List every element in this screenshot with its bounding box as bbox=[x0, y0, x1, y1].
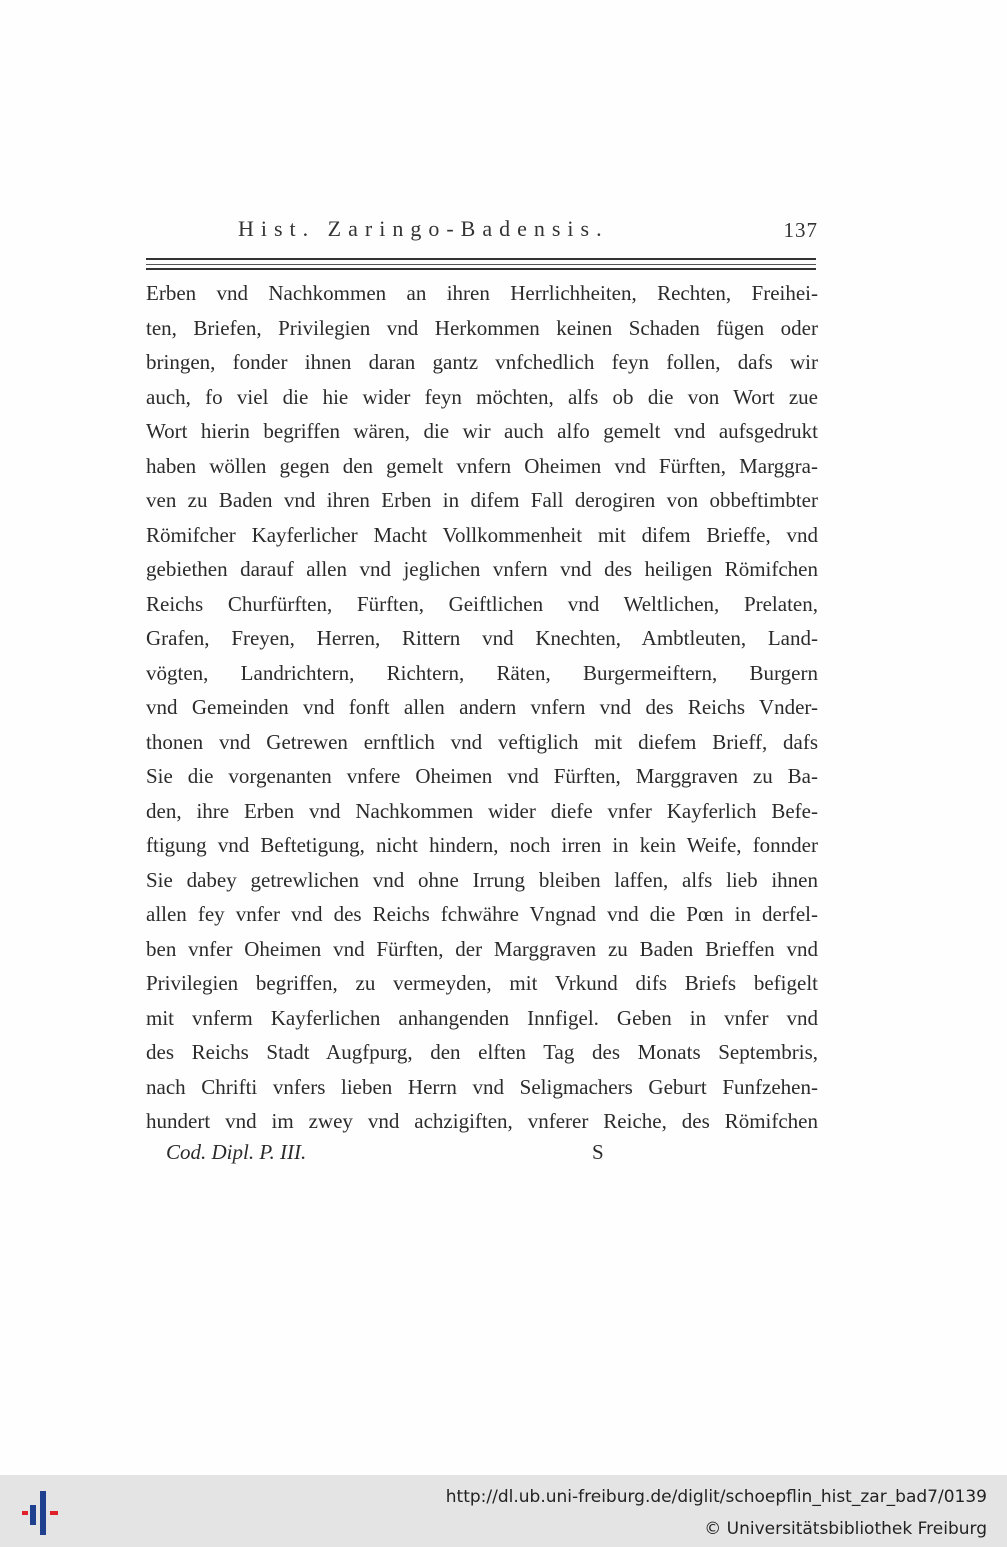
text-line: Erben vnd Nachkommen an ihren Herrlichheiten, Rechten, Freihei- bbox=[146, 281, 818, 305]
text-line: thonen vnd Getrewen ernftlich vnd veftiglich mit diefem Brieff, dafs bbox=[146, 729, 818, 754]
text-line: vögten, Landrichtern, Richtern, Räten, Burgermeiftern, Burgern bbox=[146, 660, 818, 685]
bottom-info-bar bbox=[0, 1475, 1007, 1547]
text-line: ben vnfer Oheimen vnd Fürften, der Marggraven zu Baden Brieffen vnd bbox=[146, 936, 818, 961]
text-line: haben wöllen gegen den gemelt vnfern Oheimen vnd Fürften, Marggra- bbox=[146, 453, 818, 478]
page-footer bbox=[146, 1136, 818, 1170]
text-line: vnd Gemeinden vnd fonft allen andern vnfern vnd des Reichs Vnder- bbox=[146, 695, 818, 719]
text-line: den, ihre Erben vnd Nachkommen wider diefe vnfer Kayferlich Befe- bbox=[146, 798, 818, 823]
text-line: Römifcher Kayferlicher Macht Vollkommenheit mit difem Brieffe, vnd bbox=[146, 522, 818, 547]
signature-mark: Cod. Dipl. P. III. bbox=[166, 1140, 307, 1164]
text-line: Privilegien begriffen, zu vermeyden, mit Vrkund difs Briefs befigelt bbox=[146, 971, 818, 995]
logo-dash-right bbox=[50, 1511, 58, 1515]
text-line: allen fey vnfer vnd des Reichs fchwähre Vngnad vnd die Pœn in derfel- bbox=[146, 902, 818, 926]
text-line: Wort hierin begriffen wären, die wir auch alfo gemelt vnd aufsgedrukt bbox=[146, 419, 818, 443]
text-line: gebiethen darauf allen vnd jeglichen vnfern vnd des heiligen Römifchen bbox=[146, 557, 818, 581]
text-line: mit vnferm Kayferlichen anhangenden Innfigel. Geben in vnfer vnd bbox=[146, 1005, 818, 1030]
text-line: bringen, fonder ihnen daran gantz vnfchedlich feyn follen, dafs wir bbox=[146, 350, 818, 374]
copyright-notice: © Universitätsbibliothek Freiburg bbox=[704, 1519, 987, 1539]
running-title: Hist. Zaringo-Badensis. bbox=[238, 216, 609, 241]
text-line: des Reichs Stadt Augfpurg, den elften Tag des Monats Septembris, bbox=[146, 1040, 818, 1064]
permalink-url[interactable]: http://dl.ub.uni-freiburg.de/diglit/schoepflin_hist_zar_bad7/0139 bbox=[445, 1487, 987, 1507]
logo-dash-left bbox=[22, 1511, 28, 1515]
body-text bbox=[146, 276, 818, 1139]
text-line: ven zu Baden vnd ihren Erben in difem Fall derogiren von obbeftimbter bbox=[146, 488, 818, 512]
text-line: auch, fo viel die hie wider feyn möchten, alfs ob die von Wort zue bbox=[146, 384, 818, 409]
library-logo-icon[interactable] bbox=[22, 1489, 62, 1535]
catchword: S bbox=[592, 1140, 604, 1164]
page-number: 137 bbox=[783, 218, 818, 242]
text-line: Sie die vorgenanten vnfere Oheimen vnd Fürften, Marggraven zu Ba- bbox=[146, 764, 818, 788]
text-line: nach Chrifti vnfers lieben Herrn vnd Seligmachers Geburt Funfzehen- bbox=[146, 1074, 818, 1099]
text-line: hundert vnd im zwey vnd achzigiften, vnferer Reiche, des Römifchen bbox=[146, 1109, 818, 1133]
running-header bbox=[238, 216, 818, 246]
header-rule-top bbox=[146, 258, 816, 260]
text-line: ten, Briefen, Privilegien vnd Herkommen keinen Schaden fügen oder bbox=[146, 315, 818, 340]
logo-bar-tall bbox=[40, 1491, 46, 1535]
text-line: ftigung vnd Beftetigung, nicht hindern, noch irren in kein Weife, fonnder bbox=[146, 833, 818, 857]
text-line: Sie dabey getrewlichen vnd ohne Irrung bleiben laffen, alfs lieb ihnen bbox=[146, 867, 818, 892]
header-rule-bottom bbox=[146, 268, 816, 270]
text-line: Reichs Churfürften, Fürften, Geiftlichen vnd Weltlichen, Prelaten, bbox=[146, 591, 818, 616]
header-rule-middle bbox=[146, 264, 816, 265]
text-line: Grafen, Freyen, Herren, Rittern vnd Knechten, Ambtleuten, Land- bbox=[146, 626, 818, 650]
logo-bar-short bbox=[30, 1505, 36, 1525]
